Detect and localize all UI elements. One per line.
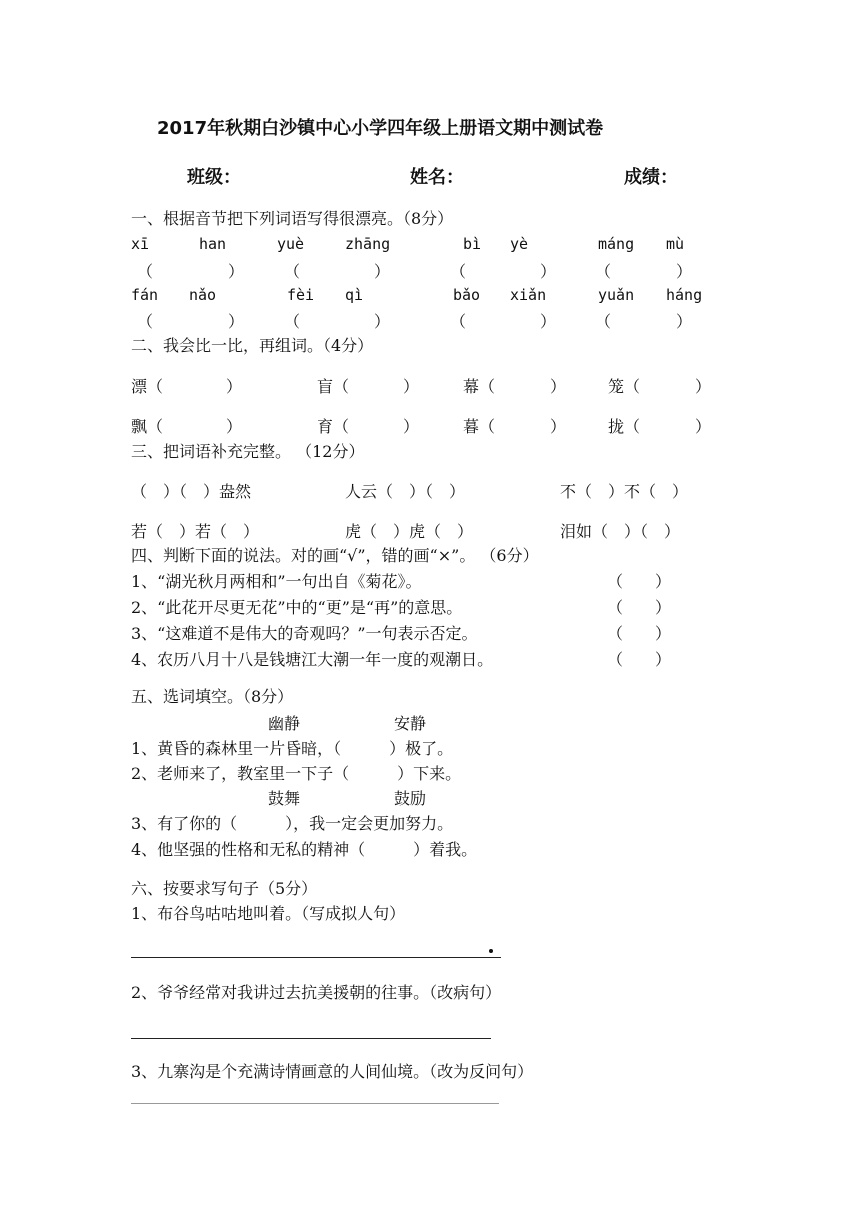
paren-close: ） (676, 262, 693, 281)
section-4-heading: 四、判断下面的说法。对的画“√”，错的画“×”。 （6分） (131, 546, 539, 565)
pinyin: nǎo (189, 286, 217, 304)
word-option: 鼓励 (394, 789, 427, 808)
paren-close: ） (374, 312, 391, 331)
pinyin: máng (598, 235, 635, 253)
rewrite-item: 3、九寨沟是个充满诗情画意的人间仙境。（改为反问句） (131, 1062, 534, 1081)
judge-answer-paren: （ ） (607, 598, 672, 617)
pinyin: xiǎn (510, 286, 547, 304)
pinyin: yuè (277, 235, 305, 253)
paren-open: （ (595, 312, 612, 331)
char-prompt: 幕（ (463, 377, 496, 396)
fill-item: 4、他坚强的性格和无私的精神（ ）着我。 (131, 840, 478, 859)
answer-line[interactable] (131, 957, 501, 958)
char-prompt: 拢（ (608, 417, 641, 436)
period-dot (489, 949, 493, 953)
pinyin: xī (131, 235, 150, 253)
paren-open: （ (137, 312, 154, 331)
fill-item: 1、黄昏的森林里一片昏暗，（ ）极了。 (131, 739, 454, 758)
judge-item: 1、“湖光秋月两相和”一句出自《菊花》。 (131, 572, 422, 591)
idiom-blank: 不（ ）不（ ） (560, 482, 689, 501)
answer-line[interactable] (131, 1103, 499, 1104)
word-option: 鼓舞 (268, 789, 301, 808)
rewrite-item: 2、爷爷经常对我讲过去抗美援朝的往事。（改病句） (131, 983, 502, 1002)
score-label: 成绩： (624, 167, 678, 188)
pinyin: mù (666, 235, 685, 253)
section-5-heading: 五、选词填空。（8分） (131, 687, 294, 706)
char-prompt: 育（ (317, 417, 350, 436)
paren-open: （ (450, 312, 467, 331)
name-label: 姓名： (410, 167, 464, 188)
judge-answer-paren: （ ） (607, 650, 672, 669)
pinyin: qì (345, 286, 364, 304)
judge-answer-paren: （ ） (607, 624, 672, 643)
pinyin: bǎo (453, 286, 481, 304)
fill-item: 3、有了你的（ ），我一定会更加努力。 (131, 814, 454, 833)
answer-line[interactable] (131, 1038, 491, 1039)
idiom-blank: 虎（ ）虎（ ） (345, 522, 474, 541)
char-prompt: 漂（ (131, 377, 164, 396)
paren-open: （ (284, 262, 301, 281)
paren-close: ） (695, 377, 712, 396)
paren-close: ） (226, 377, 243, 396)
paren-close: ） (550, 377, 567, 396)
class-label: 班级： (187, 167, 241, 188)
judge-answer-paren: （ ） (607, 572, 672, 591)
judge-item: 4、农历八月十八是钱塘江大潮一年一度的观潮日。 (131, 650, 494, 669)
pinyin: yè (510, 235, 529, 253)
idiom-blank: 人云（ ）（ ） (345, 482, 466, 501)
char-prompt: 笼（ (608, 377, 641, 396)
idiom-blank: （ ）（ ）盎然 (131, 482, 252, 501)
rewrite-item: 1、布谷鸟咕咕地叫着。（写成拟人句） (131, 904, 406, 923)
paren-open: （ (595, 262, 612, 281)
paren-close: ） (403, 377, 420, 396)
char-prompt: 盲（ (317, 377, 350, 396)
paren-close: ） (540, 262, 557, 281)
paren-close: ） (228, 312, 245, 331)
paren-close: ） (374, 262, 391, 281)
fill-item: 2、老师来了，教室里一下子（ ）下来。 (131, 764, 462, 783)
paren-close: ） (676, 312, 693, 331)
idiom-blank: 泪如（ ）（ ） (560, 522, 681, 541)
section-6-heading: 六、按要求写句子（5分） (131, 879, 318, 898)
paren-close: ） (540, 312, 557, 331)
section-3-heading: 三、把词语补充完整。 （12分） (131, 442, 365, 461)
char-prompt: 暮（ (463, 417, 496, 436)
word-option: 幽静 (268, 714, 301, 733)
pinyin: bì (463, 235, 482, 253)
pinyin: han (199, 235, 227, 253)
paren-close: ） (226, 417, 243, 436)
pinyin: fán (131, 286, 159, 304)
pinyin: zhāng (345, 235, 391, 253)
pinyin: yuǎn (598, 286, 635, 304)
pinyin: háng (666, 286, 703, 304)
section-2-heading: 二、我会比一比，再组词。（4分） (131, 336, 374, 355)
char-prompt: 飘（ (131, 417, 164, 436)
paren-close: ） (403, 417, 420, 436)
section-1-heading: 一、根据音节把下列词语写得很漂亮。（8分） (131, 209, 454, 228)
word-option: 安静 (394, 714, 427, 733)
paren-close: ） (228, 262, 245, 281)
idiom-blank: 若（ ）若（ ） (131, 522, 260, 541)
paren-open: （ (284, 312, 301, 331)
judge-item: 3、“这难道不是伟大的奇观吗？”一句表示否定。 (131, 624, 478, 643)
paren-open: （ (450, 262, 467, 281)
page-title: 2017年秋期白沙镇中心小学四年级上册语文期中测试卷 (157, 118, 604, 139)
paren-close: ） (695, 417, 712, 436)
judge-item: 2、“此花开尽更无花”中的“更”是“再”的意思。 (131, 598, 463, 617)
paren-open: （ (137, 262, 154, 281)
paren-close: ） (550, 417, 567, 436)
pinyin: fèi (287, 286, 315, 304)
